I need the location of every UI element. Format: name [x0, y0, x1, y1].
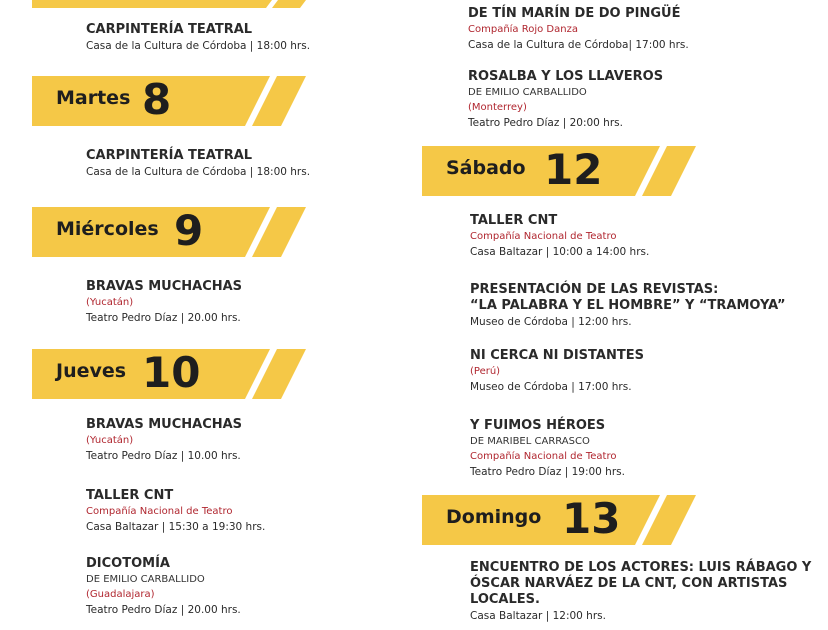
event-encuentro-actores: [470, 560, 811, 624]
event-origin: (Perú): [470, 366, 501, 377]
event-rosalba: [468, 69, 663, 131]
event-title: PRESENTACIÓN DE LAS REVISTAS:: [470, 282, 719, 297]
event-origin: (Yucatán): [86, 435, 134, 446]
event-venue: Teatro Pedro Díaz | 20.00 hrs.: [86, 604, 241, 616]
event-title: LOCALES.: [470, 592, 540, 607]
event-title: NI CERCA NI DISTANTES: [470, 348, 644, 363]
event-company: Compañía Nacional de Teatro: [470, 451, 617, 462]
event-carpinteria-2: [86, 148, 310, 180]
event-tin-marin: [468, 6, 689, 53]
event-venue: Teatro Pedro Díaz | 19:00 hrs.: [470, 466, 625, 478]
event-bravas-2: [86, 417, 242, 464]
event-author: DE EMILIO CARBALLIDO: [86, 574, 205, 585]
top-banner-fragment: [32, 0, 306, 8]
event-venue: Teatro Pedro Díaz | 20:00 hrs.: [468, 117, 623, 129]
event-title: BRAVAS MUCHACHAS: [86, 417, 243, 432]
event-company: Compañía Nacional de Teatro: [86, 506, 233, 517]
event-bravas-1: [86, 279, 242, 326]
event-title: TALLER CNT: [86, 488, 174, 503]
event-venue: Casa Baltazar | 12:00 hrs.: [470, 610, 606, 622]
day-name: Sábado: [446, 157, 526, 179]
event-venue: Casa Baltazar | 15:30 a 19:30 hrs.: [86, 521, 266, 533]
event-company: Compañía Rojo Danza: [468, 24, 578, 35]
event-title: BRAVAS MUCHACHAS: [86, 279, 243, 294]
day-name: Domingo: [446, 506, 542, 528]
day-banner-jueves: [32, 349, 306, 399]
event-title: CARPINTERÍA TEATRAL: [86, 148, 253, 163]
event-venue: Casa de la Cultura de Córdoba | 18:00 hrs.: [86, 40, 311, 52]
event-title: “LA PALABRA Y EL HOMBRE” Y “TRAMOYA”: [470, 298, 786, 313]
day-banner-domingo: [422, 495, 696, 545]
event-title: Y FUIMOS HÉROES: [470, 418, 606, 433]
event-venue: Casa de la Cultura de Córdoba | 18:00 hrs.: [86, 166, 311, 178]
day-name: Jueves: [56, 360, 127, 382]
event-dicotomia: [86, 556, 241, 618]
day-name: Martes: [56, 87, 131, 109]
event-venue: Museo de Córdoba | 17:00 hrs.: [470, 381, 632, 393]
event-origin: (Guadalajara): [86, 589, 155, 600]
event-title: ENCUENTRO DE LOS ACTORES: LUIS RÁBAGO Y: [470, 560, 812, 575]
event-venue: Teatro Pedro Díaz | 10.00 hrs.: [86, 450, 241, 462]
event-taller-cnt-1: [86, 488, 265, 535]
right-column: [414, 0, 828, 630]
event-company: Compañía Nacional de Teatro: [470, 231, 617, 242]
day-banner-sabado: [422, 146, 696, 196]
event-venue: Teatro Pedro Díaz | 20.00 hrs.: [86, 312, 241, 324]
day-number: 13: [562, 494, 621, 543]
day-banner-miercoles: [32, 207, 306, 257]
day-banner-martes: [32, 76, 306, 126]
event-title: CARPINTERÍA TEATRAL: [86, 22, 253, 37]
day-number: 12: [544, 145, 603, 194]
event-taller-cnt-2: [470, 213, 649, 260]
day-number: 10: [142, 348, 201, 397]
event-author: DE EMILIO CARBALLIDO: [468, 87, 587, 98]
day-number: 9: [174, 206, 204, 255]
event-carpinteria-1: [86, 22, 310, 54]
event-presentacion-revistas: [470, 282, 786, 330]
event-title: DICOTOMÍA: [86, 556, 170, 571]
event-venue: Museo de Córdoba | 12:00 hrs.: [470, 316, 632, 328]
day-name: Miércoles: [56, 218, 159, 240]
event-title: TALLER CNT: [470, 213, 558, 228]
event-title: ÓSCAR NARVÁEZ DE LA CNT, CON ARTISTAS: [470, 576, 788, 591]
event-origin: (Yucatán): [86, 297, 134, 308]
event-venue: Casa Baltazar | 10:00 a 14:00 hrs.: [470, 246, 650, 258]
event-author: DE MARIBEL CARRASCO: [470, 436, 590, 447]
event-fuimos-heroes: [470, 418, 625, 480]
day-number: 8: [142, 75, 172, 124]
event-origin: (Monterrey): [468, 102, 527, 113]
event-title: ROSALBA Y LOS LLAVEROS: [468, 69, 664, 84]
event-ni-cerca: [470, 348, 644, 395]
event-venue: Casa de la Cultura de Córdoba| 17:00 hrs.: [468, 39, 689, 51]
event-title: DE TÍN MARÍN DE DO PINGÜÉ: [468, 6, 681, 21]
